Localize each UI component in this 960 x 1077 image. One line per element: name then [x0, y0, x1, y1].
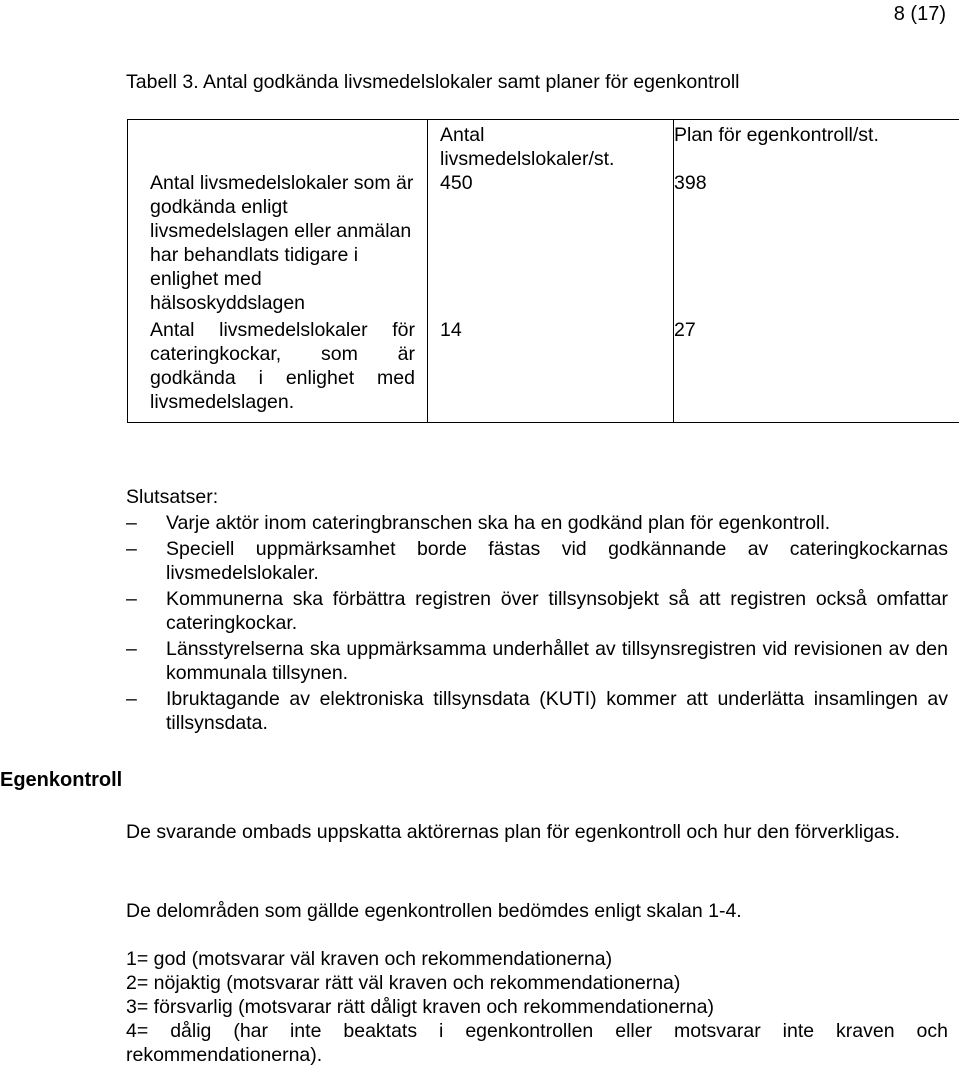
rating-scale	[126, 947, 948, 1067]
list-item: – Speciell uppmärksamhet borde fästas vid godkännande av cateringkockarnas livsmedelslokaler.	[126, 538, 948, 584]
table-cell	[428, 120, 674, 316]
list-item: – Länsstyrelserna ska uppmärksamma underhållet av tillsynsregistren vid revisionen av den kommunala tillsynen.	[126, 638, 948, 684]
table-caption: Tabell 3. Antal godkända livsmedelslokaler samt planer för egenkontroll	[126, 71, 740, 93]
dash-bullet: –	[126, 638, 137, 660]
row-label-cateringkockar: Antal livsmedelslokaler för cateringkockar, som är godkända i enlighet med livsmedelslagen.	[128, 315, 428, 423]
livsmedelslokaler-table	[127, 119, 959, 423]
value-lokaler-cateringkockar: 14	[428, 315, 674, 423]
value-plan-cateringkockar: 27	[674, 315, 959, 423]
dash-bullet: –	[126, 688, 137, 710]
column-header-plan: Plan för egenkontroll/st.	[674, 124, 879, 146]
list-item: – Varje aktör inom cateringbranschen ska ha en godkänd plan för egenkontroll.	[126, 512, 831, 534]
section-heading: Egenkontroll	[0, 769, 123, 791]
dash-bullet: –	[126, 512, 137, 534]
column-header-lokaler: Antal livsmedelslokaler/st.	[440, 124, 615, 170]
scale-item: 3= försvarlig (motsvarar rätt dåligt kraven och rekommendationerna)	[126, 996, 714, 1018]
paragraph-plan: De svarande ombads uppskatta aktörernas plan för egenkontroll och hur den förverkligas.	[126, 821, 900, 843]
table-cell	[674, 120, 959, 316]
value-plan-godkanda: 398	[674, 172, 707, 194]
scale-item: 4= dålig (har inte beaktats i egenkontrollen eller motsvarar inte kraven och rekommendationerna).	[126, 1020, 948, 1066]
paragraph-skala: De delområden som gällde egenkontrollen bedömdes enligt skalan 1-4.	[126, 900, 742, 922]
value-lokaler-godkanda: 450	[440, 172, 473, 194]
dash-bullet: –	[126, 538, 137, 560]
scale-item: 1= god (motsvarar väl kraven och rekommendationerna)	[126, 948, 613, 970]
list-item: – Ibruktagande av elektroniska tillsynsdata (KUTI) kommer att underlätta insamlingen av tillsynsdata.	[126, 688, 948, 734]
list-item: – Kommunerna ska förbättra registren över tillsynsobjekt så att registren också omfattar cateringkockar.	[126, 588, 948, 634]
scale-item: 2= nöjaktig (motsvarar rätt väl kraven och rekommendationerna)	[126, 972, 681, 994]
row-label-godkanda: Antal livsmedelslokaler som är godkända enligt livsmedelslagen eller anmälan har behandlats tidigare i enlighet med hälsoskyddslagen	[150, 172, 414, 314]
conclusions-heading: Slutsatser:	[126, 486, 219, 508]
conclusions	[126, 485, 948, 737]
conclusions-list	[126, 511, 948, 735]
table-row-label	[128, 120, 428, 316]
dash-bullet: –	[126, 588, 137, 610]
page-number: 8 (17)	[893, 3, 946, 25]
